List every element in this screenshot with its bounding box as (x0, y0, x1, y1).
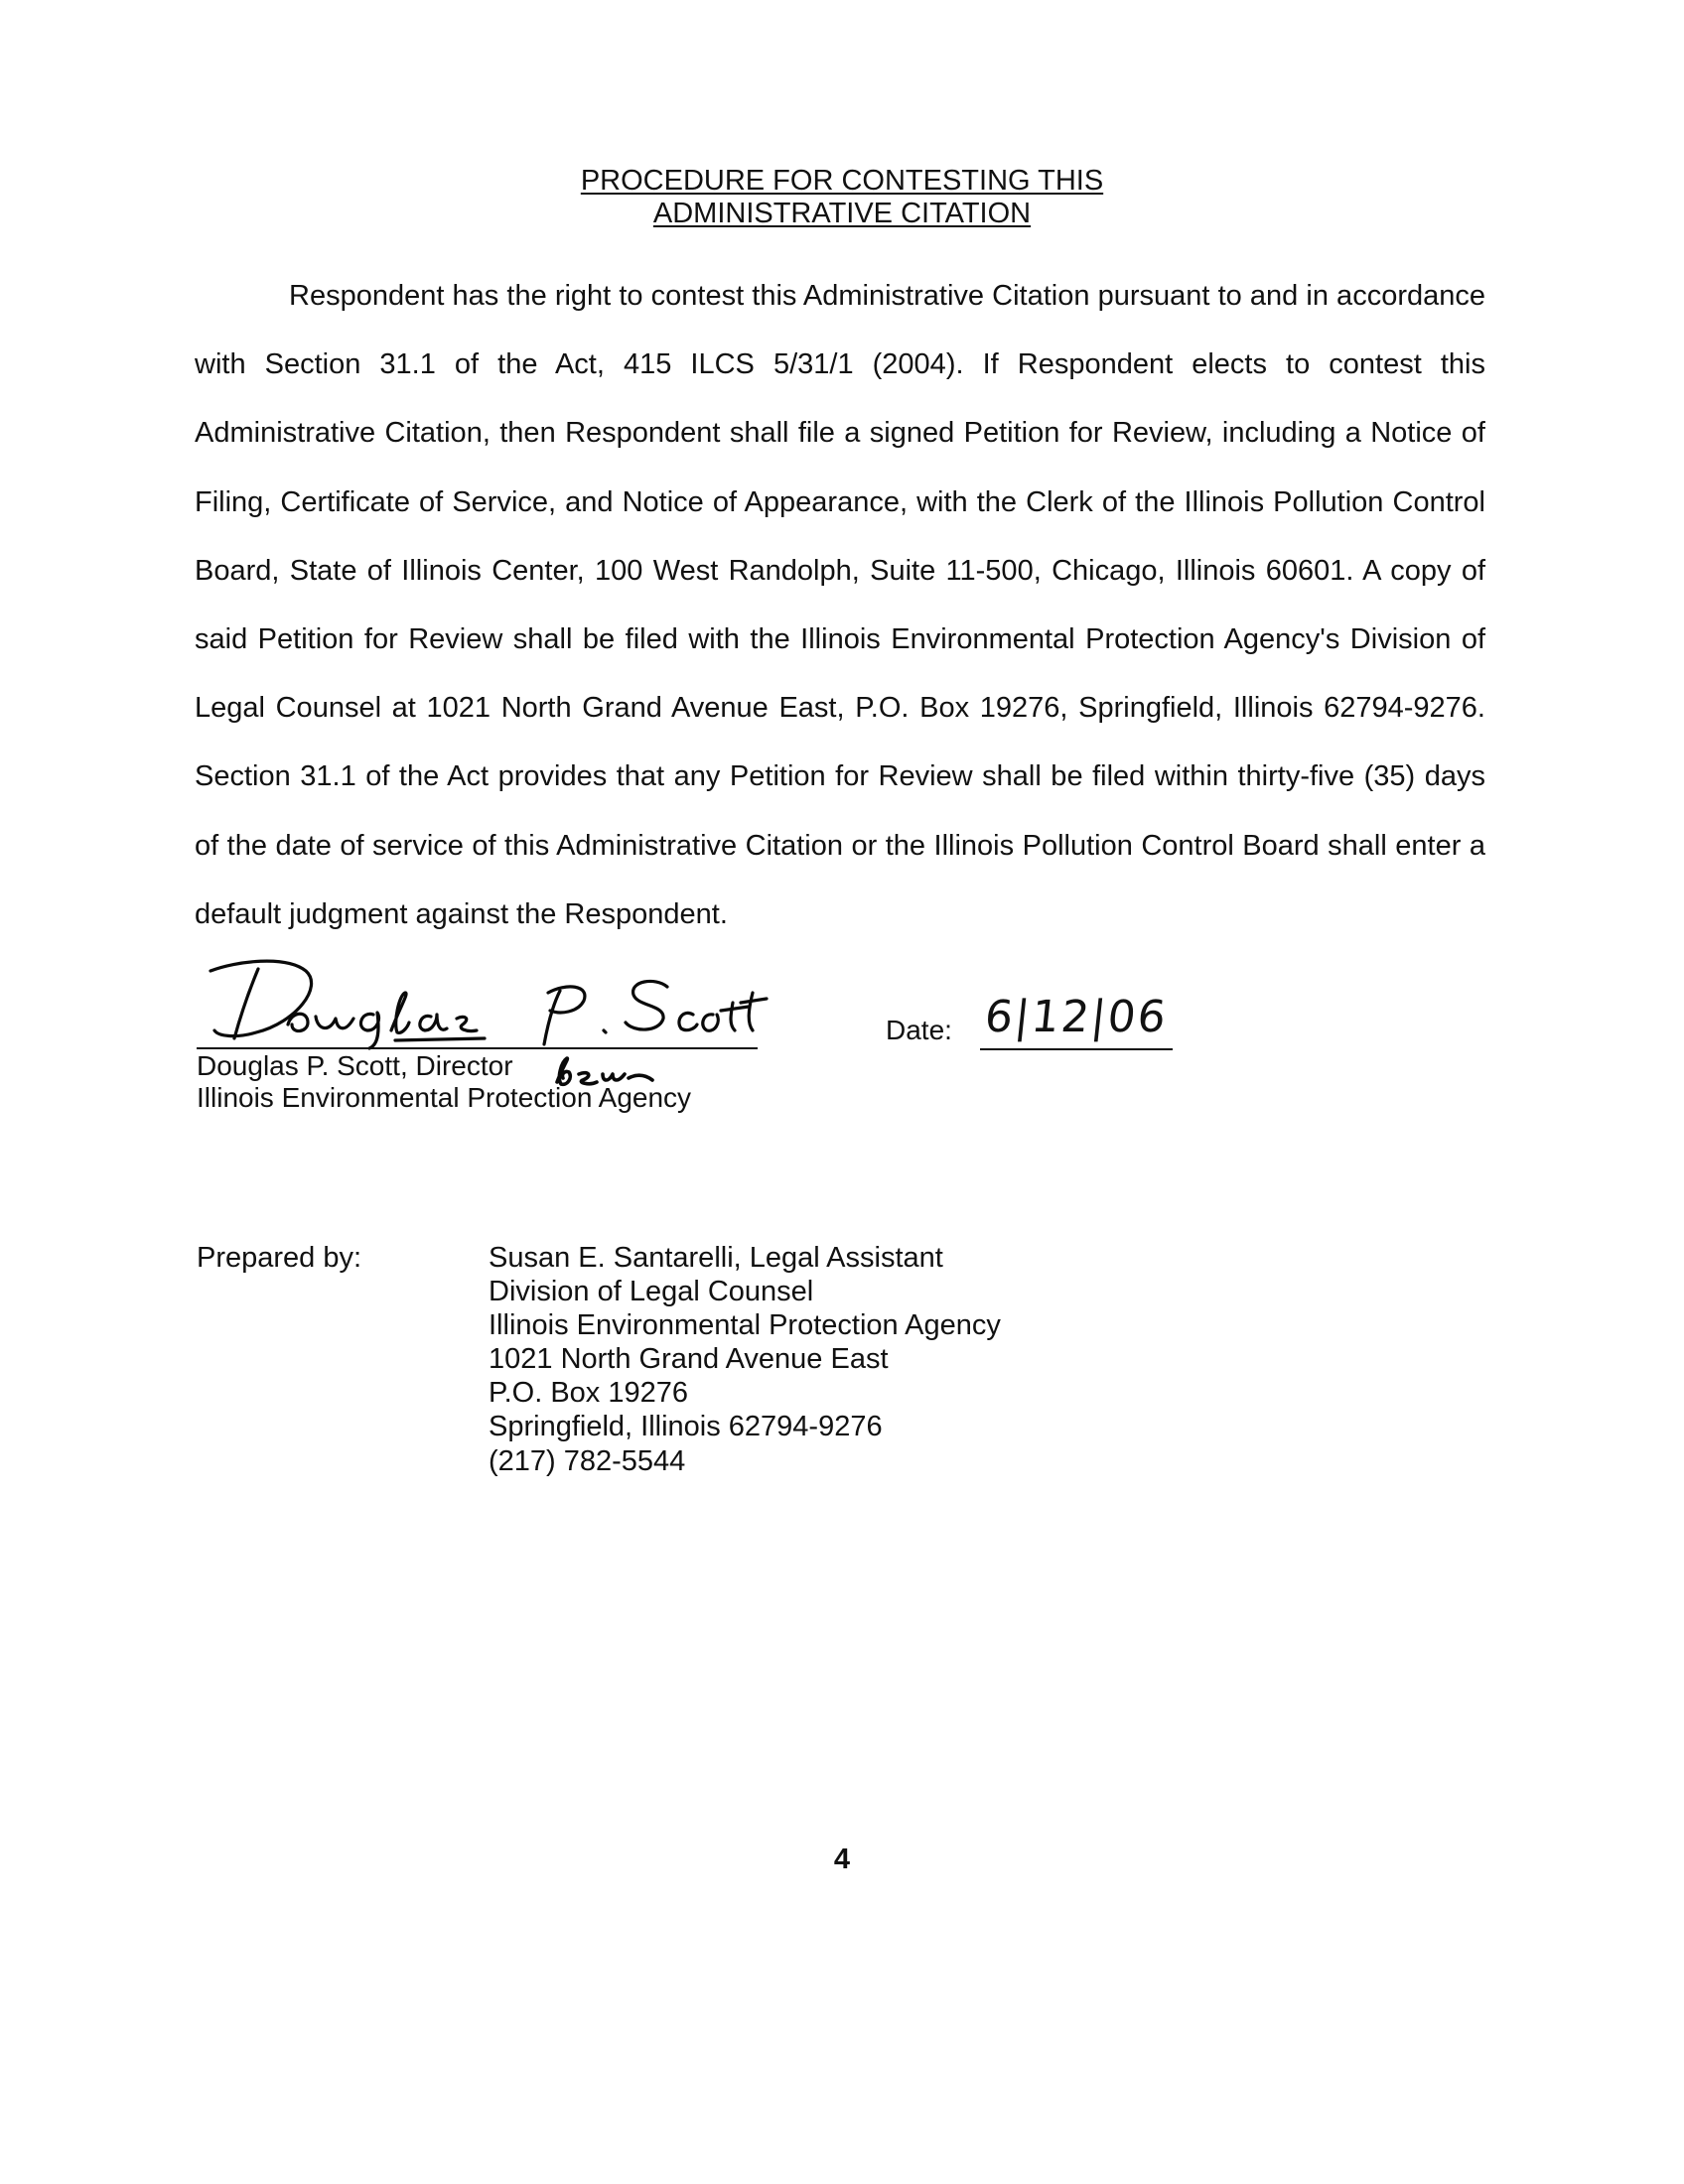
address-line: P.O. Box 19276 (489, 1377, 689, 1410)
heading-line-2: ADMINISTRATIVE CITATION (652, 198, 1032, 229)
address-line: Springfield, Illinois 62794-9276 (489, 1411, 883, 1443)
signature-block (197, 953, 792, 1132)
heading-line-1: PROCEDURE FOR CONTESTING THIS (580, 165, 1104, 197)
date-block (886, 993, 1203, 1052)
date-label: Date: (886, 1015, 952, 1045)
signer-agency: Illinois Environmental Protection Agency (197, 1082, 692, 1113)
date-line (980, 1048, 1173, 1050)
handwritten-date: 6|12|06 (982, 992, 1171, 1042)
address-line: Illinois Environmental Protection Agency (489, 1309, 1001, 1342)
address-line: 1021 North Grand Avenue East (489, 1343, 889, 1376)
handwritten-initials (549, 1052, 658, 1092)
page-number: 4 (833, 1843, 851, 1875)
address-line: Division of Legal Counsel (489, 1276, 814, 1308)
body-paragraph: Respondent has the right to contest this Administrative Citation pursuant to and in accordance with Section 31.1 of the Act, 415 ILCS 5/31/1 (2004). If Respondent elects to contest this Administrative Citation, then Respondent shall file a signed Petition for Review, including a Notice of Filing, Certificate of Service, and Notice of Appearance, with the Clerk of the Illinois Pollution Control Board, State of Illinois Center, 100 West Randolph, Suite 11-500, Chicago, Illinois 60601. A copy of said Petition for Review shall be filed with the Illinois Environmental Protection Agency's Division of Legal Counsel at 1021 North Grand Avenue East, P.O. Box 19276, Springfield, Illinois 62794-9276. Section 31.1 of the Act provides that any Petition for Review shall be filed within thirty-five (35) days of the date of service of this Administrative Citation or the Illinois Pollution Control Board shall enter a default judgment against the Respondent. (195, 280, 1485, 930)
handwritten-signature (197, 953, 772, 1052)
address-line: (217) 782-5544 (489, 1444, 686, 1477)
signature-line (197, 1047, 758, 1049)
signer-name-title: Douglas P. Scott, Director (197, 1050, 513, 1081)
preparer-address (489, 1241, 1001, 1478)
prepared-by-label: Prepared by: (197, 1242, 362, 1274)
address-line: Susan E. Santarelli, Legal Assistant (489, 1242, 943, 1274)
